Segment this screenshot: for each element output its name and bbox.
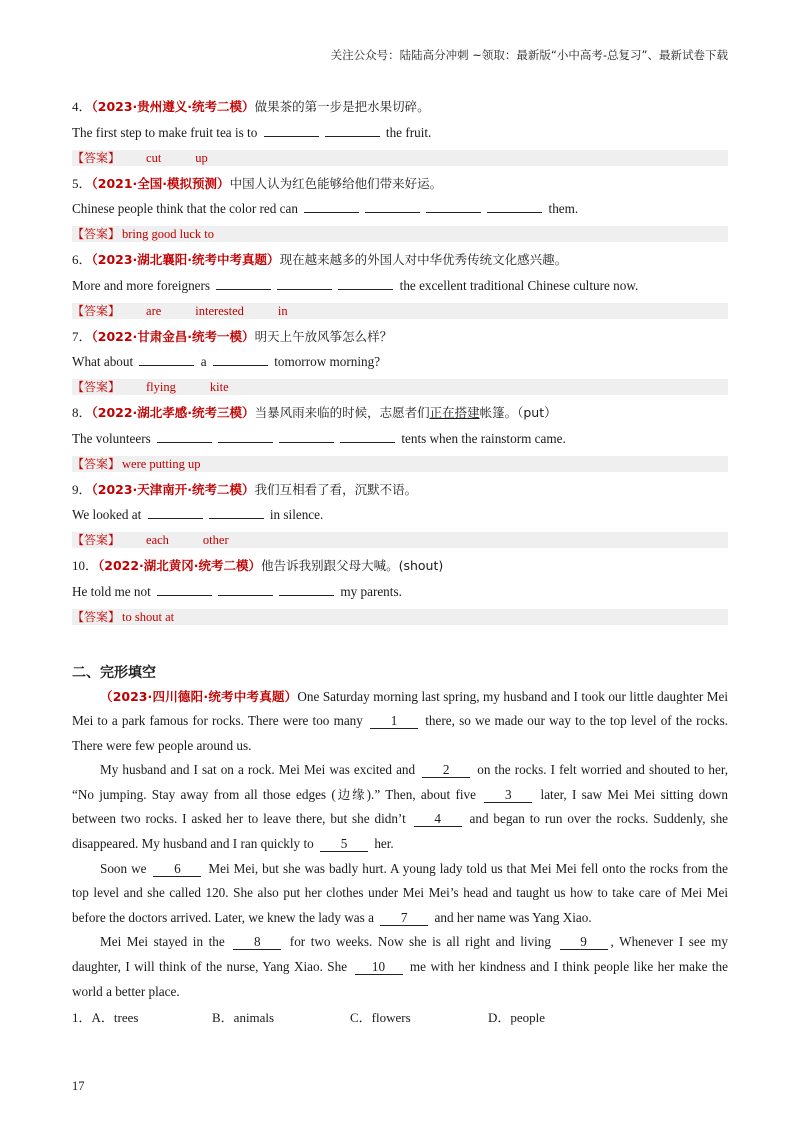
answer-word: flying — [146, 380, 176, 394]
question-number: 4． — [72, 99, 92, 114]
cloze-passage — [72, 685, 728, 1031]
passage-text: me with her kindness and I think people like her make the world a better place. — [72, 959, 729, 999]
answer-blank[interactable] — [325, 124, 380, 137]
question-source: （2022·甘肃金昌·统考一模） — [91, 328, 255, 344]
answer-bar — [72, 456, 728, 472]
answer-blank[interactable] — [277, 277, 332, 290]
answer-bar — [72, 303, 728, 319]
option-question-number: 1． — [72, 1010, 92, 1026]
passage-text: ).” Then, about five — [366, 786, 476, 802]
sentence-end: tents when the rainstorm came. — [401, 430, 566, 446]
answer-bar — [72, 609, 728, 625]
answer-blank[interactable] — [213, 353, 268, 366]
answer-blank[interactable] — [139, 353, 194, 366]
answer-word: cut — [146, 150, 162, 165]
answer-text: to shout at — [122, 609, 175, 624]
question-source: （2022·湖北孝感·统考三模） — [91, 405, 255, 420]
answer-tag: 【答案】 — [72, 303, 121, 318]
answer-blank[interactable] — [148, 506, 203, 519]
question-number: 9． — [72, 481, 92, 497]
question-number: 7． — [72, 328, 92, 344]
question-source: （2023·天津南开·统考二模） — [91, 481, 255, 497]
answer-word: kite — [209, 380, 229, 394]
cloze-blank-10[interactable]: 10 — [355, 960, 403, 975]
answer-text: bring good luck to — [122, 227, 215, 241]
answer-blank[interactable] — [426, 200, 481, 213]
answer-blank[interactable] — [487, 200, 542, 213]
question-5 — [72, 171, 728, 243]
sentence-start: The volunteers — [72, 430, 151, 446]
answer-text: were putting up — [122, 456, 201, 471]
option-a[interactable] — [72, 1006, 212, 1030]
answer-word: are — [146, 303, 162, 318]
passage-source: （2023·四川德阳·统考中考真题） — [100, 688, 298, 704]
answer-word: each — [146, 533, 169, 547]
answer-bar — [72, 532, 728, 548]
question-number: 10． — [72, 558, 99, 573]
answer-word: up — [195, 150, 208, 165]
question-6 — [72, 247, 728, 319]
question-chinese: 明天上午放风筝怎么样？ — [254, 328, 393, 344]
question-number: 8． — [72, 405, 92, 420]
answer-blank[interactable] — [304, 200, 359, 213]
answer-blank[interactable] — [365, 200, 420, 213]
sentence-start: Chinese people think that the color red can — [72, 201, 298, 216]
passage-text: her. — [374, 836, 394, 852]
answer-blank[interactable] — [209, 506, 264, 519]
question-8 — [72, 400, 728, 472]
answer-word: other — [202, 533, 229, 547]
answer-word: interested — [195, 303, 244, 318]
answer-blank[interactable] — [264, 124, 319, 137]
question-7 — [72, 324, 728, 396]
question-chinese: 我们互相看了看，沉默不语。 — [254, 481, 418, 497]
page-header: 关注公众号：陆陆高分冲刺 ~领取：最新版“小中高考-总复习”、最新试卷下载 — [330, 48, 728, 62]
cloze-paragraph-4 — [72, 930, 728, 1004]
question-chinese: 帐篷。（put） — [479, 405, 557, 420]
answer-tag: 【答案】 — [72, 150, 121, 165]
page-content — [72, 94, 728, 1030]
answer-blank[interactable] — [218, 430, 273, 443]
answer-blank[interactable] — [340, 430, 395, 443]
question-chinese: 当暴风雨来临的时候，志愿者们 — [254, 405, 430, 420]
answer-blank[interactable] — [338, 277, 393, 290]
sentence-end: my parents. — [340, 583, 402, 599]
cloze-blank-1[interactable]: 1 — [370, 714, 418, 729]
answer-blank[interactable] — [157, 583, 212, 596]
cloze-paragraph-2 — [72, 758, 728, 856]
passage-text: , Whenever I see my daughter, I will think of the nurse, Yang Xiao. She — [72, 934, 729, 975]
answer-tag: 【答案】 — [72, 456, 121, 471]
sentence-middle: a — [200, 354, 207, 369]
answer-tag: 【答案】 — [72, 380, 121, 394]
passage-text: Mei Mei stayed in the — [100, 934, 225, 950]
sentence-start: What about — [72, 354, 134, 369]
question-chinese: 他告诉我别跟父母大喊。(shout) — [261, 558, 444, 573]
answer-tag: 【答案】 — [72, 227, 121, 241]
answer-bar — [72, 379, 728, 395]
passage-chinese: 边缘 — [335, 786, 367, 802]
answer-blank[interactable] — [157, 430, 212, 443]
answer-bar — [72, 150, 728, 166]
question-source: （2023·贵州遵义·统考二模） — [91, 99, 255, 114]
answer-blank[interactable] — [279, 430, 334, 443]
cloze-paragraph-3 — [72, 857, 728, 931]
question-source: （2022·湖北黄冈·统考二模） — [98, 558, 262, 573]
sentence-start: We looked at — [72, 507, 142, 522]
cloze-blank-2[interactable]: 2 — [422, 763, 470, 778]
answer-tag: 【答案】 — [72, 533, 121, 547]
cloze-blank-8[interactable]: 8 — [233, 935, 281, 950]
passage-text: One Saturday morning last spring, my husband and I took our little daughter Mei Mei to a park famous for rocks. There were too many — [72, 688, 728, 729]
question-1-options — [72, 1006, 728, 1030]
answer-blank[interactable] — [216, 277, 271, 290]
question-chinese: 中国人认为红色能够给他们带来好运。 — [229, 175, 443, 191]
question-chinese: 做果茶的第一步是把水果切碎。 — [254, 99, 430, 114]
question-chinese-underlined: 正在搭建 — [429, 405, 480, 420]
passage-text: and began to run over the rocks. Suddenly, she disappeared. My husband and I ran quickly to — [72, 811, 729, 852]
answer-tag: 【答案】 — [72, 609, 121, 624]
passage-text: there, so we made our way to the top level of the rocks. There were few people around us. — [72, 713, 729, 753]
cloze-blank-5[interactable]: 5 — [320, 837, 368, 852]
passage-text: Soon we — [100, 860, 147, 876]
page-number: 17 — [72, 1079, 85, 1093]
question-10 — [72, 553, 728, 625]
answer-blank[interactable] — [218, 583, 273, 596]
sentence-end: them. — [548, 201, 579, 216]
option-b[interactable]: B．animals — [212, 1010, 275, 1026]
question-number: 5． — [72, 175, 92, 191]
sentence-start: The first step to make fruit tea is to — [72, 124, 258, 140]
passage-text: and her name was Yang Xiao. — [434, 909, 592, 925]
cloze-blank-4[interactable]: 4 — [414, 812, 462, 827]
cloze-blank-3[interactable]: 3 — [484, 788, 532, 803]
passage-text: later, I saw Mei Mei sitting down between two rocks. I asked her to leave there, but she didn’t — [72, 786, 729, 827]
cloze-blank-7[interactable]: 7 — [380, 911, 428, 926]
passage-text: on the rocks. I felt worried and shouted to her, “No jumping. Stay away from all those edges ( — [72, 762, 728, 802]
question-4 — [72, 94, 728, 166]
question-chinese: 现在越来越多的外国人对中华优秀传统文化感兴趣。 — [279, 252, 568, 267]
sentence-start: He told me not — [72, 583, 151, 599]
passage-text: Mei Mei, but she was badly hurt. A young lady told us that Mei Mei fell onto the rocks from the top level and she called 120. She also put her clothes under Mei Mei’s head and taught us how to take care of Mei Mei before the doctors arrived. Later, we knew the lady was a — [72, 860, 728, 925]
sentence-end: in silence. — [269, 507, 324, 522]
question-number: 6． — [72, 252, 92, 267]
answer-blank[interactable] — [279, 583, 334, 596]
passage-text: for two weeks. Now she is all right and living — [289, 934, 551, 950]
answer-word: in — [277, 303, 288, 318]
sentence-end: the fruit. — [385, 124, 432, 140]
cloze-paragraph-1 — [72, 685, 728, 759]
question-9 — [72, 477, 728, 549]
sentence-start: More and more foreigners — [72, 277, 211, 293]
sentence-end: tomorrow morning? — [274, 354, 381, 369]
cloze-blank-6[interactable]: 6 — [153, 862, 201, 877]
passage-text: My husband and I sat on a rock. Mei Mei was excited and — [100, 762, 416, 778]
cloze-blank-9[interactable]: 9 — [560, 935, 608, 950]
section-title: 二、完形填空 — [72, 664, 156, 681]
question-source: （2023·湖北襄阳·统考中考真题） — [91, 252, 280, 267]
option-label: A．trees — [91, 1010, 139, 1026]
option-c[interactable]: C．flowers — [350, 1010, 411, 1026]
answer-bar — [72, 226, 728, 242]
sentence-end: the excellent traditional Chinese culture now. — [399, 277, 639, 293]
question-source: （2021·全国·模拟预测） — [91, 175, 230, 191]
option-d[interactable]: D．people — [488, 1010, 546, 1026]
